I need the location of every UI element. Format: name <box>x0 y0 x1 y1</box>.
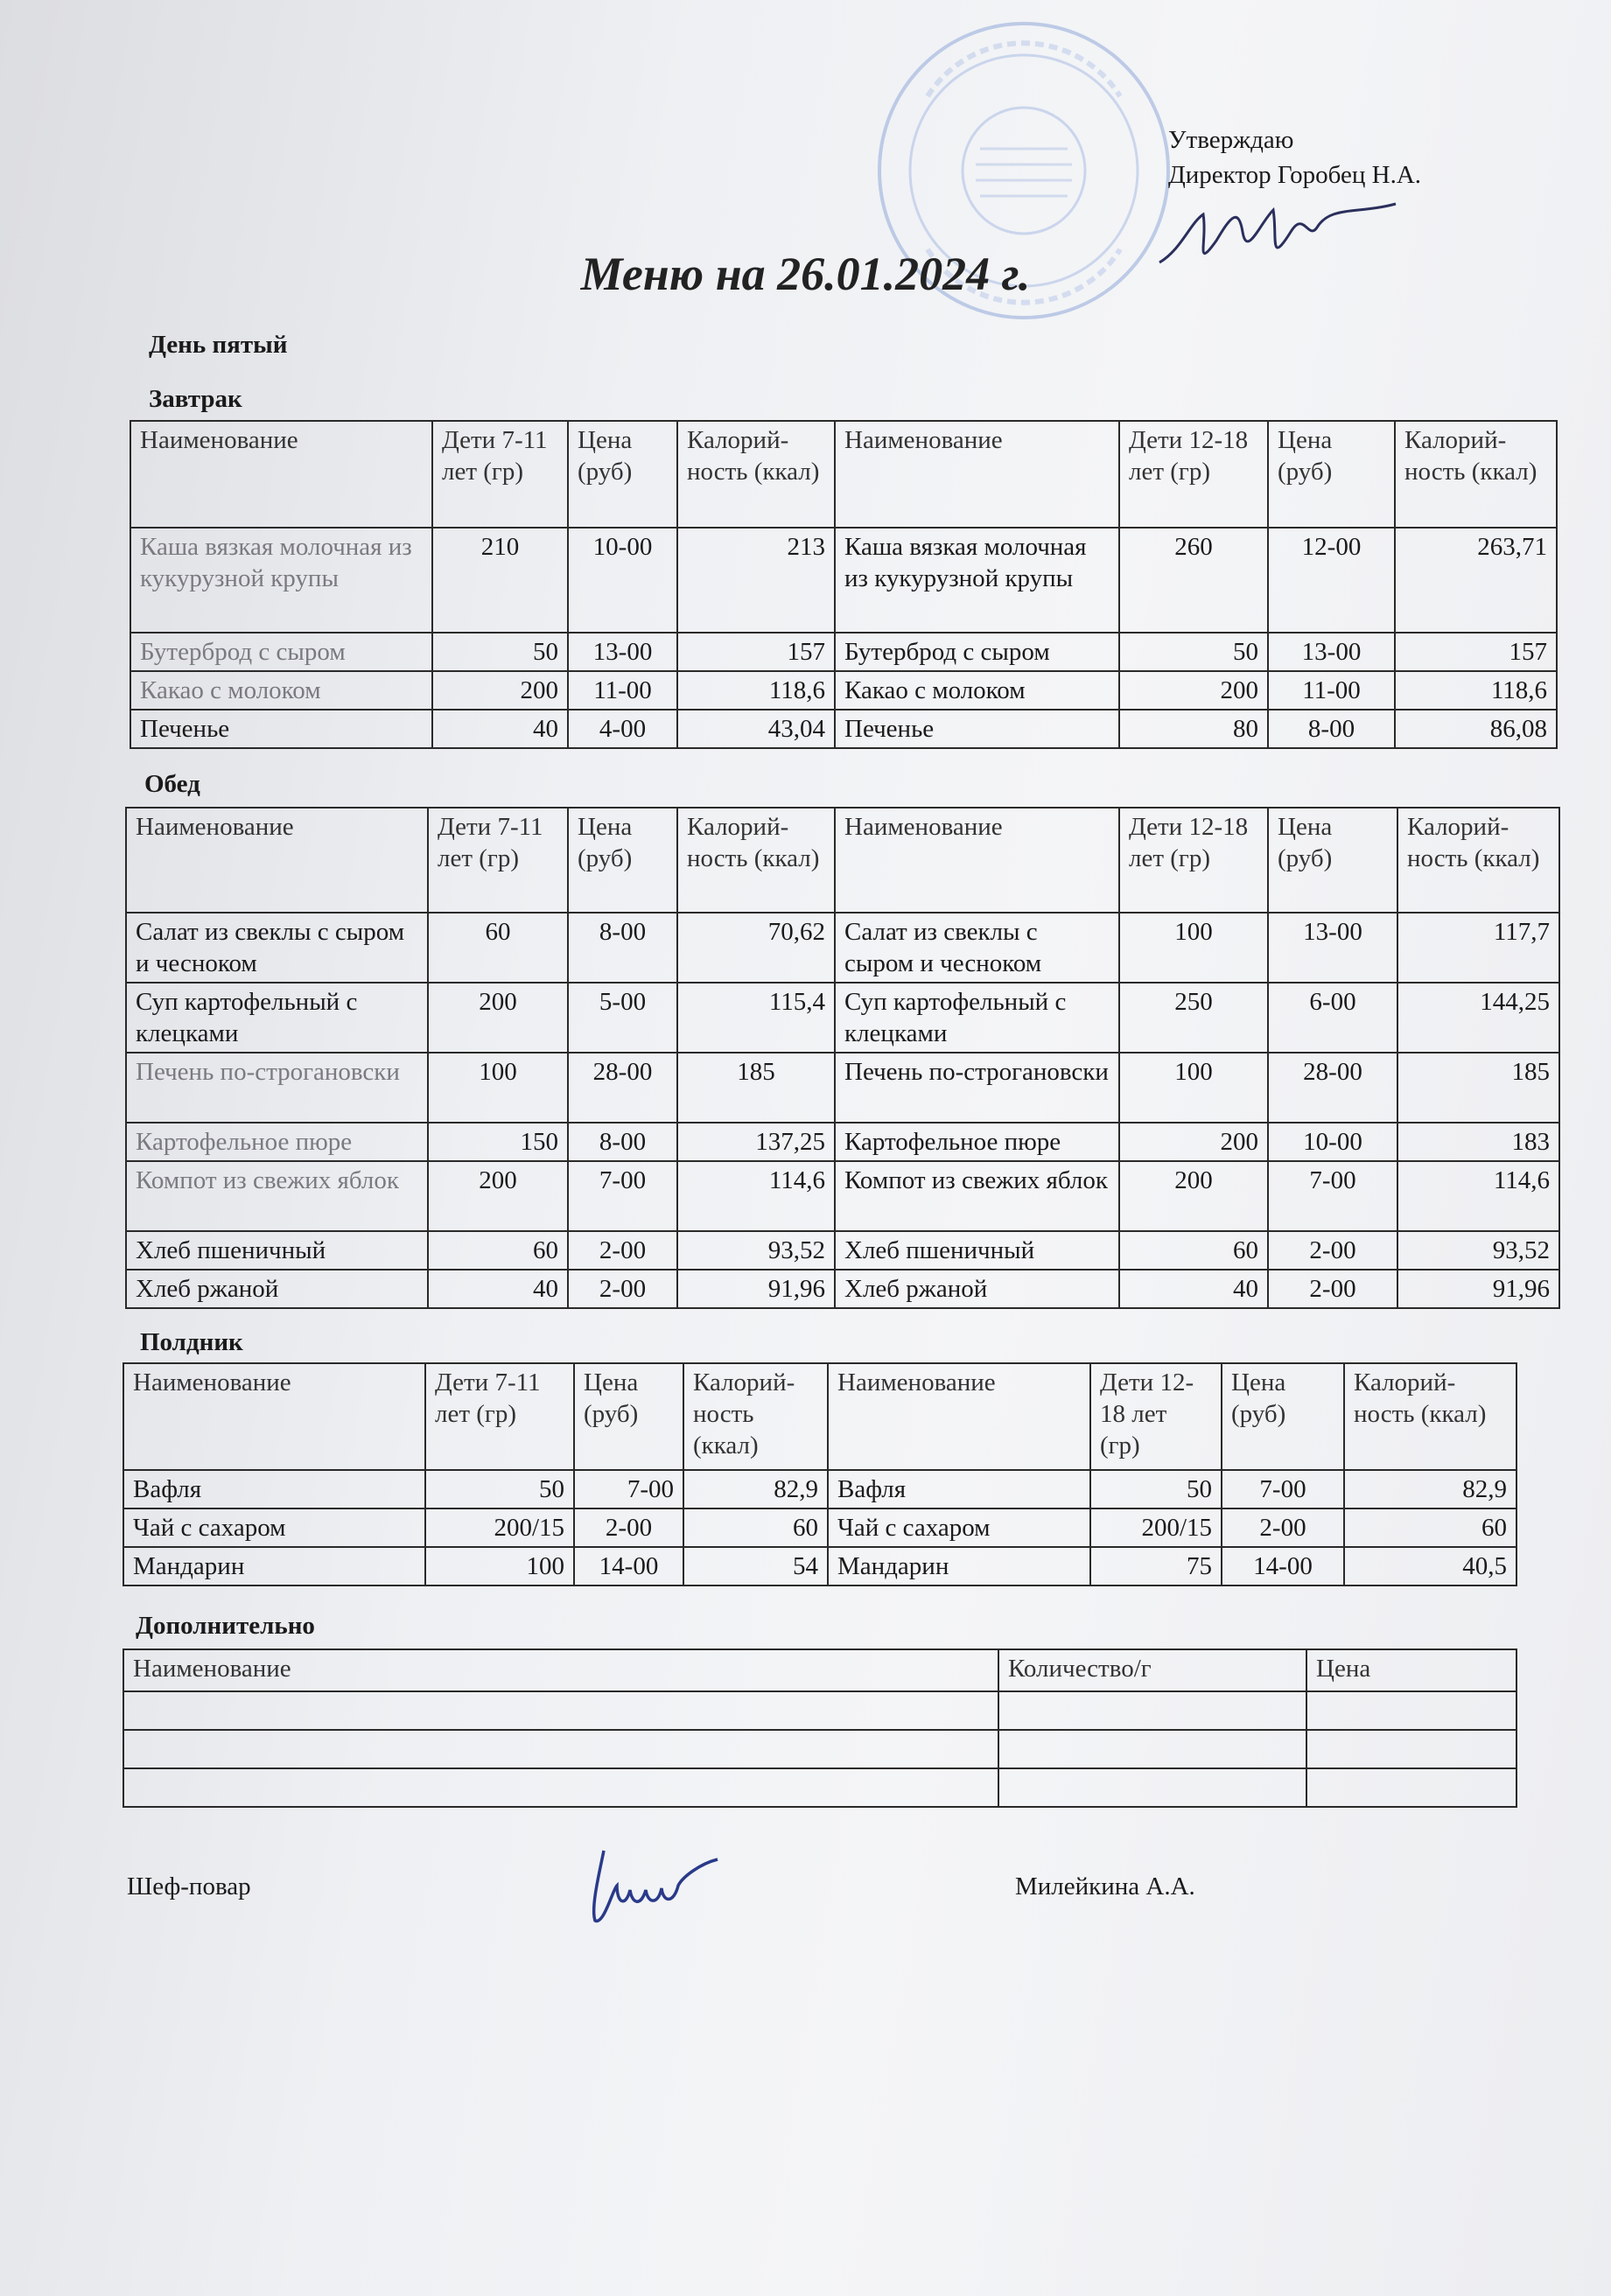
lunch-label: Обед <box>144 770 200 798</box>
table-row <box>123 1768 1516 1807</box>
breakfast-table <box>130 420 1558 749</box>
snack-label: Полдник <box>140 1328 243 1356</box>
weight-cell: 75 <box>1090 1547 1222 1586</box>
price-cell: 12-00 <box>1268 528 1395 633</box>
dish-name: Каша вязкая молочная из кукурузной крупы <box>130 528 432 633</box>
calories-cell: 117,7 <box>1397 913 1559 983</box>
price-cell: 13-00 <box>1268 913 1397 983</box>
price-cell: 28-00 <box>1268 1053 1397 1123</box>
snack-table <box>123 1362 1517 1586</box>
price-cell: 7-00 <box>568 1161 677 1231</box>
calories-cell: 82,9 <box>1344 1470 1516 1508</box>
table-row <box>123 1730 1516 1768</box>
dish-name: Суп картофельный с клецками <box>835 983 1119 1053</box>
dish-name: Мандарин <box>828 1547 1090 1586</box>
price-cell: 7-00 <box>1268 1161 1397 1231</box>
price-cell: 14-00 <box>574 1547 683 1586</box>
dish-name: Чай с сахаром <box>828 1508 1090 1547</box>
header-cell: Дети 12-18 лет (гр) <box>1090 1363 1222 1470</box>
extra-label: Дополнительно <box>136 1612 315 1640</box>
dish-name: Салат из свеклы с сыром и чесноком <box>126 913 428 983</box>
header-cell: Наименование <box>835 421 1119 528</box>
calories-cell: 185 <box>677 1053 835 1123</box>
dish-name: Хлеб пшеничный <box>835 1231 1119 1270</box>
weight-cell: 260 <box>1119 528 1268 633</box>
approval-line1: Утверждаю <box>1168 126 1294 154</box>
weight-cell: 200 <box>1119 671 1268 710</box>
page-title: Меню на 26.01.2024 г. <box>580 248 1031 300</box>
header-cell: Количество/г <box>998 1649 1306 1691</box>
price-cell: 2-00 <box>568 1270 677 1308</box>
empty-cell <box>1306 1691 1516 1730</box>
header-cell: Цена (руб) <box>1268 421 1395 528</box>
dish-name: Вафля <box>828 1470 1090 1508</box>
empty-cell <box>1306 1730 1516 1768</box>
price-cell: 10-00 <box>1268 1123 1397 1161</box>
dish-name: Компот из свежих яблок <box>126 1161 428 1231</box>
header-cell: Цена (руб) <box>1268 808 1397 913</box>
table-header-row <box>130 421 1557 528</box>
header-cell: Наименование <box>123 1649 998 1691</box>
weight-cell: 200 <box>428 1161 568 1231</box>
calories-cell: 91,96 <box>677 1270 835 1308</box>
dish-name: Картофельное пюре <box>126 1123 428 1161</box>
dish-name: Картофельное пюре <box>835 1123 1119 1161</box>
weight-cell: 210 <box>432 528 568 633</box>
calories-cell: 54 <box>683 1547 828 1586</box>
dish-name: Печень по-строгановски <box>126 1053 428 1123</box>
dish-name: Мандарин <box>123 1547 425 1586</box>
weight-cell: 40 <box>428 1270 568 1308</box>
header-cell: Цена (руб) <box>1222 1363 1344 1470</box>
price-cell: 2-00 <box>568 1231 677 1270</box>
price-cell: 7-00 <box>1222 1470 1344 1508</box>
weight-cell: 60 <box>428 913 568 983</box>
header-cell: Цена (руб) <box>574 1363 683 1470</box>
empty-cell <box>998 1691 1306 1730</box>
calories-cell: 213 <box>677 528 835 633</box>
header-cell: Дети 7-11 лет (гр) <box>428 808 568 913</box>
table-row <box>123 1547 1516 1586</box>
calories-cell: 40,5 <box>1344 1547 1516 1586</box>
header-cell: Калорий-ность (ккал) <box>1397 808 1559 913</box>
calories-cell: 263,71 <box>1395 528 1557 633</box>
header-cell: Наименование <box>835 808 1119 913</box>
dish-name: Бутерброд с сыром <box>130 633 432 671</box>
price-cell: 10-00 <box>568 528 677 633</box>
header-cell: Цена <box>1306 1649 1516 1691</box>
calories-cell: 114,6 <box>677 1161 835 1231</box>
calories-cell: 43,04 <box>677 710 835 748</box>
price-cell: 11-00 <box>1268 671 1395 710</box>
header-cell: Наименование <box>130 421 432 528</box>
price-cell: 28-00 <box>568 1053 677 1123</box>
calories-cell: 82,9 <box>683 1470 828 1508</box>
empty-cell <box>1306 1768 1516 1807</box>
price-cell: 7-00 <box>574 1470 683 1508</box>
table-row <box>123 1508 1516 1547</box>
dish-name: Хлеб ржаной <box>835 1270 1119 1308</box>
dish-name: Вафля <box>123 1470 425 1508</box>
table-row <box>130 710 1557 748</box>
chef-name: Милейкина А.А. <box>1015 1872 1195 1900</box>
calories-cell: 118,6 <box>677 671 835 710</box>
calories-cell: 183 <box>1397 1123 1559 1161</box>
table-row <box>130 671 1557 710</box>
calories-cell: 60 <box>1344 1508 1516 1547</box>
weight-cell: 80 <box>1119 710 1268 748</box>
table-row <box>123 1470 1516 1508</box>
dish-name: Хлеб пшеничный <box>126 1231 428 1270</box>
header-cell: Калорий-ность (ккал) <box>683 1363 828 1470</box>
calories-cell: 157 <box>1395 633 1557 671</box>
dish-name: Печень по-строгановски <box>835 1053 1119 1123</box>
table-header-row <box>123 1649 1516 1691</box>
weight-cell: 60 <box>1119 1231 1268 1270</box>
calories-cell: 115,4 <box>677 983 835 1053</box>
table-header-row <box>126 808 1559 913</box>
calories-cell: 137,25 <box>677 1123 835 1161</box>
dish-name: Печенье <box>835 710 1119 748</box>
table-row <box>126 1231 1559 1270</box>
lunch-table <box>125 807 1560 1309</box>
weight-cell: 250 <box>1119 983 1268 1053</box>
weight-cell: 60 <box>428 1231 568 1270</box>
header-cell: Цена (руб) <box>568 808 677 913</box>
price-cell: 4-00 <box>568 710 677 748</box>
price-cell: 11-00 <box>568 671 677 710</box>
calories-cell: 114,6 <box>1397 1161 1559 1231</box>
empty-cell <box>998 1730 1306 1768</box>
price-cell: 5-00 <box>568 983 677 1053</box>
dish-name: Салат из свеклы с сыром и чесноком <box>835 913 1119 983</box>
price-cell: 13-00 <box>1268 633 1395 671</box>
header-cell: Дети 7-11 лет (гр) <box>425 1363 574 1470</box>
header-cell: Наименование <box>828 1363 1090 1470</box>
price-cell: 8-00 <box>568 913 677 983</box>
table-row <box>130 633 1557 671</box>
dish-name: Суп картофельный с клецками <box>126 983 428 1053</box>
price-cell: 8-00 <box>1268 710 1395 748</box>
dish-name: Бутерброд с сыром <box>835 633 1119 671</box>
price-cell: 8-00 <box>568 1123 677 1161</box>
table-header-row <box>123 1363 1516 1470</box>
calories-cell: 86,08 <box>1395 710 1557 748</box>
calories-cell: 60 <box>683 1508 828 1547</box>
weight-cell: 200 <box>428 983 568 1053</box>
table-row <box>126 1161 1559 1231</box>
table-row <box>126 983 1559 1053</box>
weight-cell: 40 <box>1119 1270 1268 1308</box>
price-cell: 13-00 <box>568 633 677 671</box>
dish-name: Какао с молоком <box>835 671 1119 710</box>
header-cell: Дети 12-18 лет (гр) <box>1119 421 1268 528</box>
table-row <box>126 1270 1559 1308</box>
price-cell: 6-00 <box>1268 983 1397 1053</box>
dish-name: Печенье <box>130 710 432 748</box>
table-row <box>130 528 1557 633</box>
calories-cell: 118,6 <box>1395 671 1557 710</box>
calories-cell: 93,52 <box>677 1231 835 1270</box>
weight-cell: 100 <box>1119 913 1268 983</box>
empty-cell <box>123 1730 998 1768</box>
calories-cell: 91,96 <box>1397 1270 1559 1308</box>
weight-cell: 200 <box>432 671 568 710</box>
weight-cell: 50 <box>1090 1470 1222 1508</box>
header-cell: Наименование <box>126 808 428 913</box>
weight-cell: 200 <box>1119 1161 1268 1231</box>
day-label: День пятый <box>149 331 288 359</box>
calories-cell: 93,52 <box>1397 1231 1559 1270</box>
header-cell: Цена (руб) <box>568 421 677 528</box>
dish-name: Компот из свежих яблок <box>835 1161 1119 1231</box>
dish-name: Каша вязкая молочная из кукурузной крупы <box>835 528 1119 633</box>
price-cell: 2-00 <box>1222 1508 1344 1547</box>
weight-cell: 50 <box>1119 633 1268 671</box>
calories-cell: 157 <box>677 633 835 671</box>
header-cell: Дети 12-18 лет (гр) <box>1119 808 1268 913</box>
approval-line2: Директор Горобец Н.А. <box>1168 161 1422 189</box>
empty-cell <box>123 1768 998 1807</box>
table-row <box>126 913 1559 983</box>
weight-cell: 100 <box>428 1053 568 1123</box>
calories-cell: 70,62 <box>677 913 835 983</box>
empty-cell <box>123 1691 998 1730</box>
calories-cell: 144,25 <box>1397 983 1559 1053</box>
table-row <box>123 1691 1516 1730</box>
calories-cell: 185 <box>1397 1053 1559 1123</box>
weight-cell: 200 <box>1119 1123 1268 1161</box>
weight-cell: 200/15 <box>425 1508 574 1547</box>
header-cell: Калорий-ность (ккал) <box>1395 421 1557 528</box>
weight-cell: 50 <box>425 1470 574 1508</box>
chef-signature <box>578 1838 726 1934</box>
dish-name: Чай с сахаром <box>123 1508 425 1547</box>
weight-cell: 100 <box>1119 1053 1268 1123</box>
header-cell: Дети 7-11 лет (гр) <box>432 421 568 528</box>
price-cell: 2-00 <box>574 1508 683 1547</box>
extra-table <box>123 1648 1517 1808</box>
dish-name: Хлеб ржаной <box>126 1270 428 1308</box>
weight-cell: 40 <box>432 710 568 748</box>
header-cell: Калорий-ность (ккал) <box>677 808 835 913</box>
empty-cell <box>998 1768 1306 1807</box>
breakfast-label: Завтрак <box>149 385 242 413</box>
table-row <box>126 1123 1559 1161</box>
header-cell: Калорий-ность (ккал) <box>677 421 835 528</box>
price-cell: 14-00 <box>1222 1547 1344 1586</box>
header-cell: Калорий-ность (ккал) <box>1344 1363 1516 1470</box>
chef-role: Шеф-повар <box>127 1872 251 1900</box>
dish-name: Какао с молоком <box>130 671 432 710</box>
price-cell: 2-00 <box>1268 1231 1397 1270</box>
approval-block <box>1168 122 1421 192</box>
weight-cell: 150 <box>428 1123 568 1161</box>
header-cell: Наименование <box>123 1363 425 1470</box>
weight-cell: 200/15 <box>1090 1508 1222 1547</box>
price-cell: 2-00 <box>1268 1270 1397 1308</box>
weight-cell: 50 <box>432 633 568 671</box>
weight-cell: 100 <box>425 1547 574 1586</box>
table-row <box>126 1053 1559 1123</box>
